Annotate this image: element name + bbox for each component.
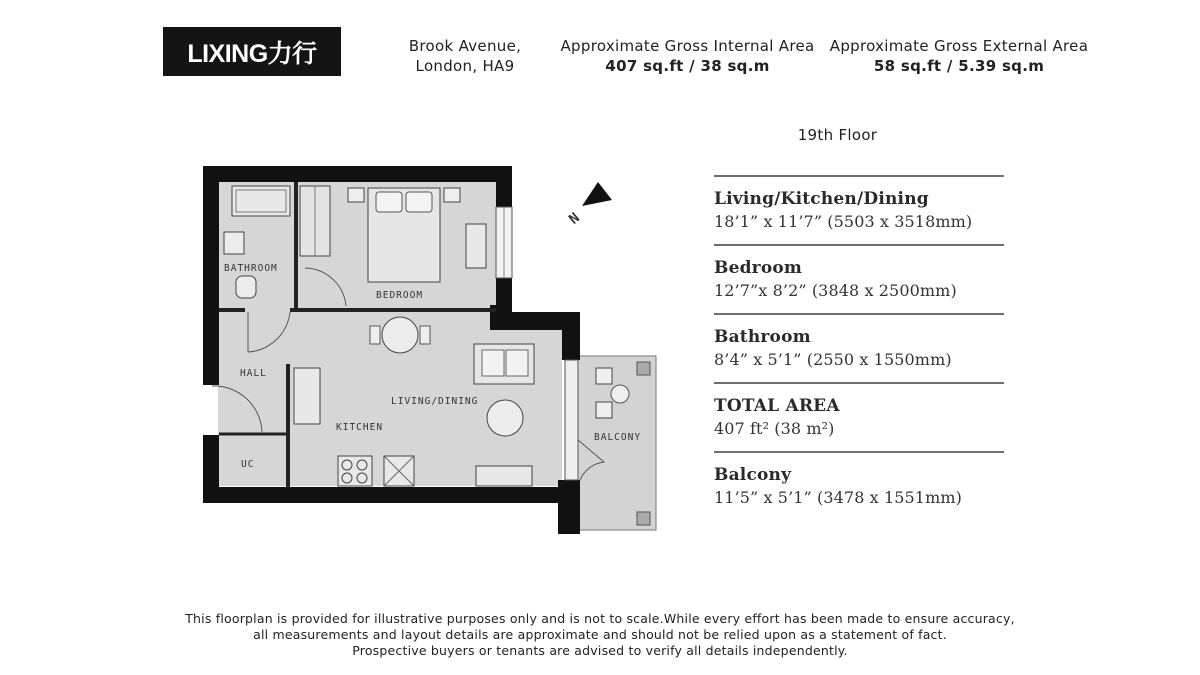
wall	[203, 166, 512, 182]
floor-plan	[195, 160, 665, 540]
balcony-glazing	[565, 360, 578, 480]
disclaimer	[170, 611, 1030, 659]
room-entry	[714, 177, 1004, 244]
north-arrow-icon	[582, 182, 612, 206]
label-hall: HALL	[240, 368, 267, 379]
balcony-chair	[596, 402, 612, 418]
label-kitchen: KITCHEN	[336, 422, 384, 433]
room-dimensions: 407 ft² (38 m²)	[714, 419, 835, 438]
dining-table	[382, 317, 418, 353]
room-dimensions: 11’5” x 5’1” (3478 x 1551mm)	[714, 488, 962, 507]
wall	[558, 480, 580, 534]
room-name: Bathroom	[714, 327, 811, 347]
chair	[420, 326, 430, 344]
coffee-table	[487, 400, 523, 436]
room-dimensions: 18’1” x 11’7” (5503 x 3518mm)	[714, 212, 973, 231]
label-balcony: BALCONY	[594, 432, 642, 443]
room-entry	[714, 384, 1004, 451]
drain	[637, 512, 650, 525]
gross-internal-value: 407 sq.ft / 38 sq.m	[605, 57, 770, 75]
room-name: TOTAL AREA	[714, 396, 840, 416]
room-name: Living/Kitchen/Dining	[714, 189, 929, 209]
room-name: Balcony	[714, 465, 792, 485]
bedside-table	[444, 188, 460, 202]
wc	[236, 276, 256, 298]
label-living: LIVING/DINING	[391, 396, 479, 407]
label-bedroom: BEDROOM	[376, 290, 424, 301]
desk	[466, 224, 486, 268]
label-bathroom: BATHROOM	[224, 263, 278, 274]
room-entry	[714, 246, 1004, 313]
wall	[496, 166, 512, 207]
fridge	[294, 368, 320, 424]
wall	[203, 166, 219, 385]
disclaimer-line: Prospective buyers or tenants are advised to verify all details independently.	[352, 643, 848, 658]
disclaimer-line: all measurements and layout details are approximate and should not be relied upon as a statement of fact.	[253, 627, 947, 642]
drain	[637, 362, 650, 375]
basin	[224, 232, 244, 254]
balcony-area	[578, 356, 656, 530]
gross-internal-label: Approximate Gross Internal Area	[560, 37, 815, 55]
wall	[562, 312, 580, 360]
balcony-table	[611, 385, 629, 403]
address-line-2: London, HA9	[415, 57, 515, 75]
room-entry	[714, 315, 1004, 382]
disclaimer-line: This floorplan is provided for illustrative purposes only and is not to scale.While every effort has been made to ensure accuracy,	[185, 611, 1015, 626]
tv-unit	[476, 466, 532, 486]
room-schedule	[714, 175, 1004, 520]
gross-external-label: Approximate Gross External Area	[829, 37, 1089, 55]
balcony-chair	[596, 368, 612, 384]
room-name: Bedroom	[714, 258, 803, 278]
chair	[370, 326, 380, 344]
address-line-1: Brook Avenue,	[408, 37, 522, 55]
gross-external-area	[820, 36, 1098, 76]
gross-internal-area	[555, 36, 820, 76]
gross-external-value: 58 sq.ft / 5.39 sq.m	[873, 57, 1045, 75]
label-uc: UC	[241, 459, 255, 470]
brand-logo: LIXING力行	[163, 27, 341, 76]
room-dimensions: 8’4” x 5’1” (2550 x 1550mm)	[714, 350, 952, 369]
wall	[203, 487, 578, 503]
floor-label: 19th Floor	[797, 126, 878, 144]
compass-label: N	[566, 209, 584, 228]
address-block	[375, 36, 555, 76]
bedside-table	[348, 188, 364, 202]
room-dimensions: 12’7”x 8’2” (3848 x 2500mm)	[714, 281, 957, 300]
room-entry	[714, 453, 1004, 520]
